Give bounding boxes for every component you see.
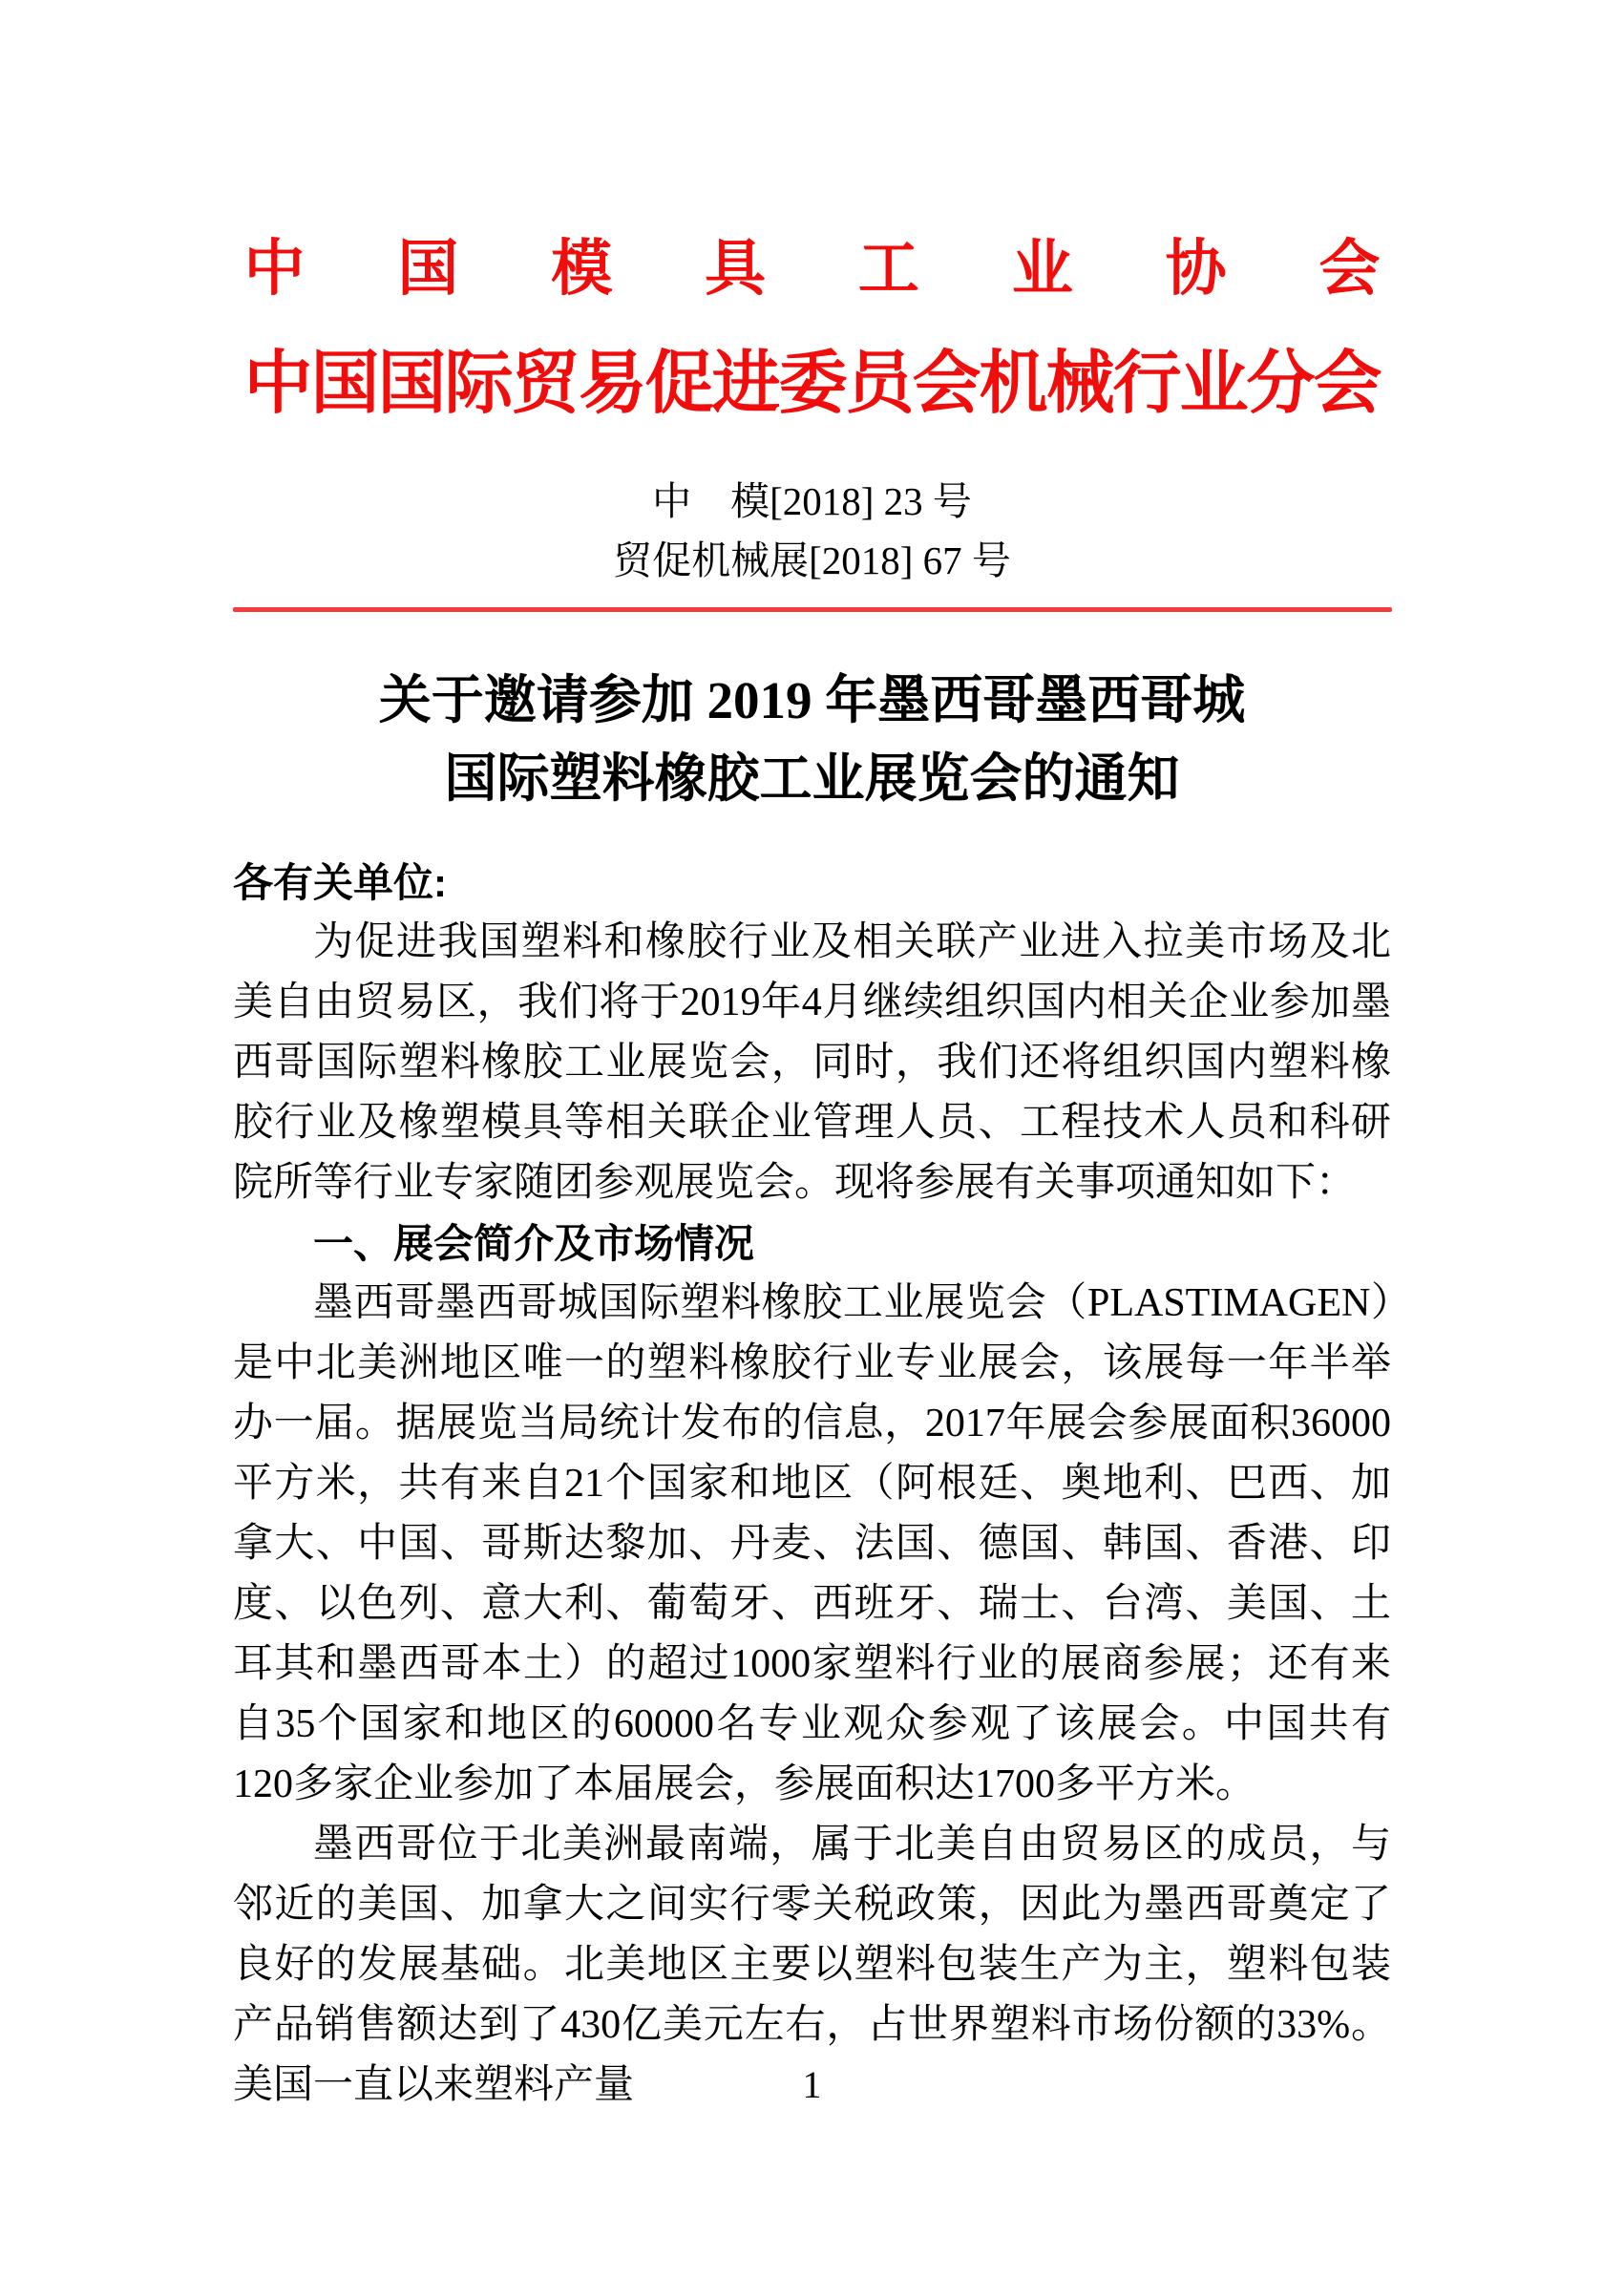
doc-number-line2: 贸促机械展[2018] 67 号: [613, 538, 1011, 582]
org-name-secondary: 中国国际贸易促进委员会机械行业分会: [243, 346, 1381, 422]
doc-number-line1: 中 模[2018] 23 号: [652, 479, 972, 523]
page-footer: [0, 2062, 1624, 2108]
document-body: [233, 853, 1391, 2116]
document-title-line2: 国际塑料橡胶工业展览会的通知: [444, 749, 1180, 808]
paragraph-mexico-market: 墨西哥位于北美洲最南端，属于北美自由贸易区的成员，与邻近的美国、加拿大之间实行零关税政策，因此为墨西哥奠定了良好的发展基础。北美地区主要以塑料包装生产为主，塑料包装产品销售额达到了430亿美元左右，占世界塑料市场份额的33%。美国一直以来塑料产量: [233, 1823, 1391, 2107]
document-title-line1: 关于邀请参加 2019 年墨西哥墨西哥城: [378, 671, 1246, 729]
section-1-heading: 一、展会简介及市场情况: [313, 1221, 755, 1266]
paragraph-exhibition-overview: 墨西哥墨西哥城国际塑料橡胶工业展览会（PLASTIMAGEN）是中北美洲地区唯一的塑料橡胶行业专业展会，该展每一年半举办一届。据展览当局统计发布的信息，2017年展会参展面积36000平方米，共有来自21个国家和地区（阿根廷、奥地利、巴西、加拿大、中国、哥斯达黎加、丹麦、法国、德国、韩国、香港、印度、以色列、意大利、葡萄牙、西班牙、瑞士、台湾、美国、土耳其和墨西哥本土）的超过1000家塑料行业的展商参展；还有来自35个国家和地区的60000名专业观众参观了该展会。中国共有120多家企业参加了本届展会，参展面积达1700多平方米。: [233, 1281, 1391, 1806]
letterhead-divider-rule: [233, 607, 1392, 612]
paragraph-intro: 为促进我国塑料和橡胶行业及相关联产业进入拉美市场及北美自由贸易区，我们将于2019年4月继续组织国内相关企业参加墨西哥国际塑料橡胶工业展览会，同时，我们还将组织国内塑料橡胶行业及橡塑模具等相关联企业管理人员、工程技术人员和科研院所等行业专家随团参观展览会。现将参展有关事项通知如下：: [233, 920, 1391, 1205]
letterhead: [0, 0, 1624, 422]
org-name-primary: 中 国 模 具 工 业 协 会: [243, 235, 1381, 303]
document-numbers: [0, 472, 1624, 590]
document-title: [0, 662, 1624, 818]
page-number: 1: [802, 2063, 822, 2106]
salutation: 各有关单位:: [233, 860, 447, 905]
